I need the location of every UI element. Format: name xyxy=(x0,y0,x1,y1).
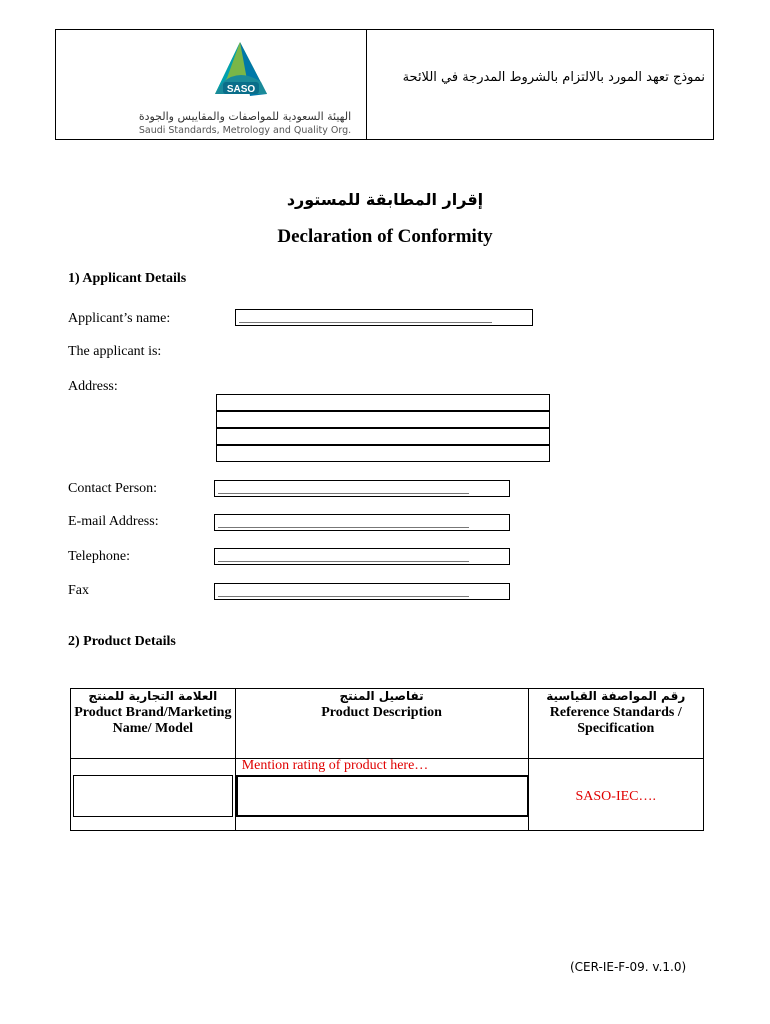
column-header-brand xyxy=(71,689,236,759)
email-field[interactable] xyxy=(214,514,510,531)
arabic-form-title: نموذج تعهد المورد بالالتزام بالشروط المدرجة في اللائحة xyxy=(402,70,705,85)
column-header-description-en: Product Description xyxy=(321,705,442,720)
brand-cell xyxy=(71,759,236,831)
page-title: Declaration of Conformity xyxy=(277,226,493,247)
brand-field[interactable] xyxy=(73,775,233,817)
column-header-brand-en: Product Brand/Marketing Name/ Model xyxy=(74,705,232,736)
product-table xyxy=(70,688,704,831)
column-header-description xyxy=(235,689,528,759)
address-line-4-field[interactable] xyxy=(216,445,550,462)
standard-cell xyxy=(528,759,704,831)
description-hint: Mention rating of product here… xyxy=(241,758,429,773)
fax-label: Fax xyxy=(68,583,89,598)
contact-person-field[interactable] xyxy=(214,480,510,497)
section-applicant-heading: 1) Applicant Details xyxy=(68,271,187,286)
org-name-en: Saudi Standards, Metrology and Quality Org. xyxy=(138,125,352,136)
fax-field[interactable] xyxy=(214,583,510,600)
form-code: (CER-IE-F-09. v.1.0) xyxy=(570,960,687,974)
address-label: Address: xyxy=(68,379,118,394)
applicant-name-field[interactable] xyxy=(235,309,533,326)
address-line-1-field[interactable] xyxy=(216,394,550,411)
column-header-standard xyxy=(528,689,704,759)
telephone-label: Telephone: xyxy=(68,549,130,564)
standard-value: SASO-IEC…. xyxy=(575,789,656,804)
org-name-ar: الهيئة السعودية للمواصفات والمقاييس والجودة xyxy=(138,110,352,123)
table-header-row xyxy=(71,689,704,759)
column-header-standard-ar: رقم المواصفة القياسية xyxy=(546,689,686,703)
applicant-is-label: The applicant is: xyxy=(68,344,162,359)
address-line-2-field[interactable] xyxy=(216,411,550,428)
column-header-brand-ar: العلامة التجارية للمنتج xyxy=(88,689,218,703)
column-header-standard-en: Reference Standards / Specification xyxy=(549,705,682,736)
section-product-heading: 2) Product Details xyxy=(68,634,176,649)
description-cell xyxy=(235,759,528,831)
applicant-name-label: Applicant’s name: xyxy=(68,311,171,326)
contact-person-label: Contact Person: xyxy=(68,481,158,496)
telephone-field[interactable] xyxy=(214,548,510,565)
table-row xyxy=(71,759,704,831)
address-line-3-field[interactable] xyxy=(216,428,550,445)
description-field[interactable] xyxy=(236,775,529,817)
saso-logo xyxy=(120,38,370,138)
email-label: E-mail Address: xyxy=(68,514,159,529)
logo-text: SASO xyxy=(226,84,256,95)
arabic-title: إقرار المطابقة للمستورد xyxy=(286,190,484,209)
column-header-description-ar: تفاصيل المنتج xyxy=(339,689,424,703)
